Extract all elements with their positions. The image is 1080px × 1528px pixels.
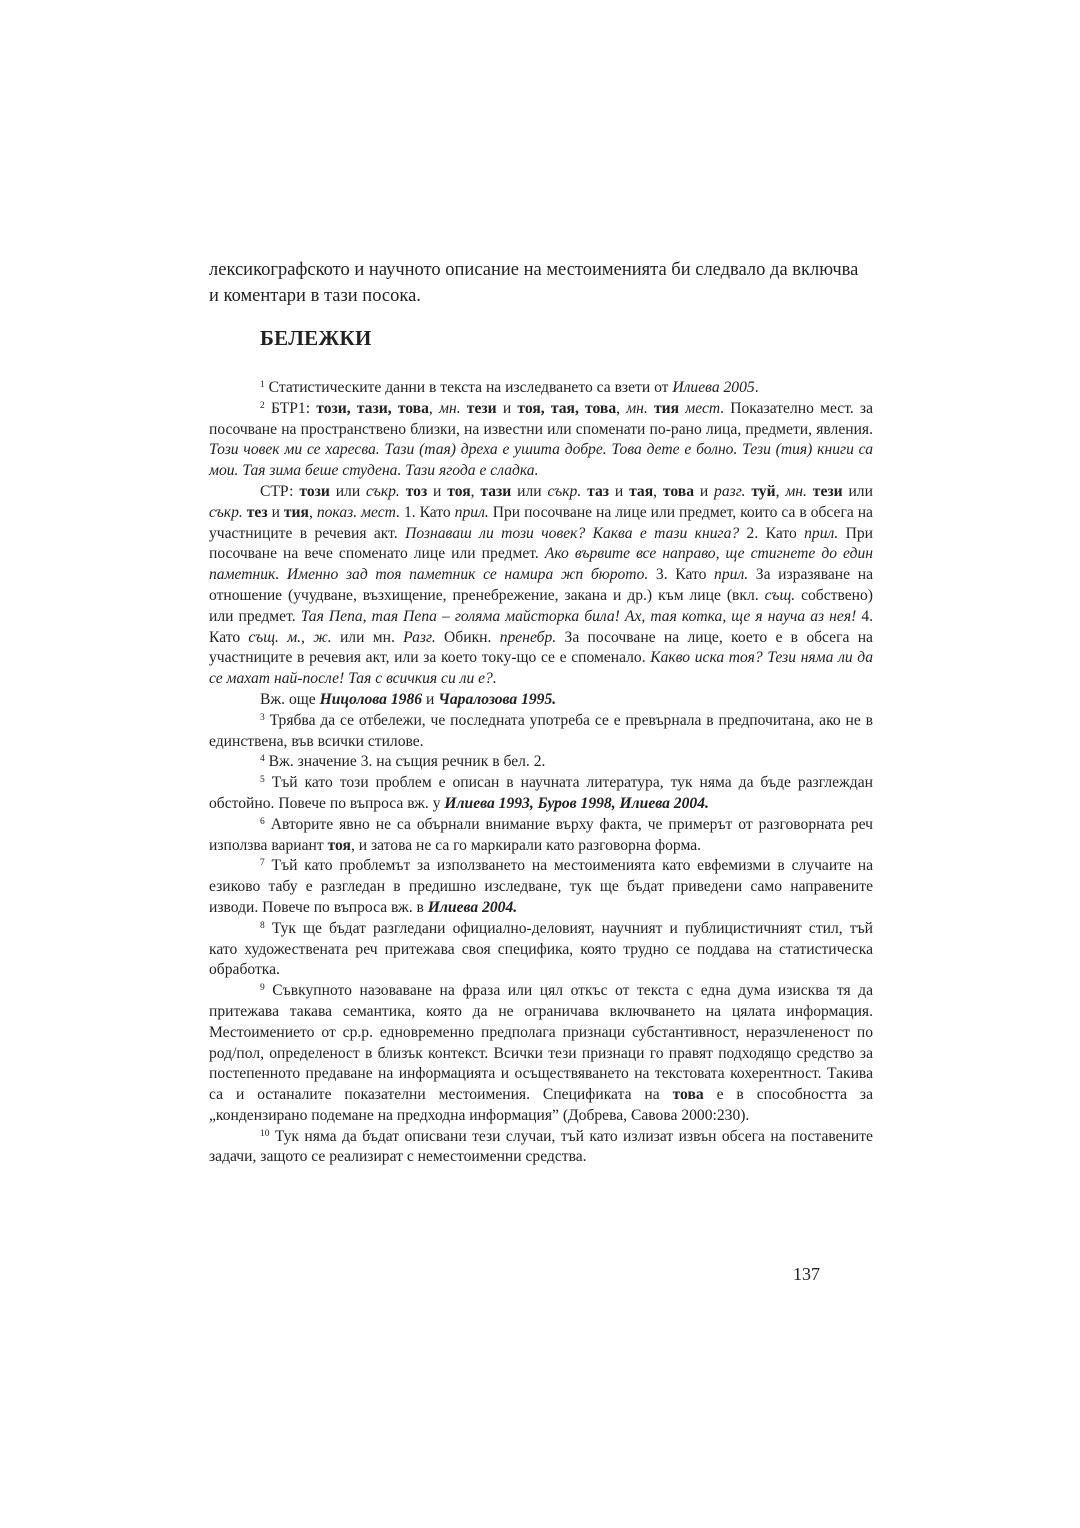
citation: Илиева 2004. bbox=[427, 898, 518, 916]
note-number: 7 bbox=[260, 858, 265, 869]
note-9: $^9$ Съвкупното назоваване на фраза или цял откъс от текста с една дума изисква тя да притежава такава семантика, която да не ограничава включването на цялата информация. Местоимението от ср.р. едновременно предполага признаци субстантивност, неразчлененост по род/пол, определеност в близък контекст. Всички тези признаци го правят подходящо средство за постепенното предаване на информацията и осъществяването на текстовата кохерентност. Такива са и останалите показателни местоимения. Спецификата на това е в способността за „кондензирано подемане на предходна информация” (Добрева, Савова 2000:230). bbox=[209, 982, 873, 1124]
note-7: $^7$ Тъй като проблемът за използването на местоименията като евфемизми в случаите на езиково табу е разгледан в предишно изследване, тук ще бъдат приведени само направените изводи. Повече по въпроса вж. в Илиева 2004. bbox=[209, 857, 873, 916]
intro-paragraph bbox=[209, 257, 873, 309]
note-4: $^4$ Вж. значение 3. на същия речник в бел. 2. bbox=[260, 753, 546, 771]
note-6: $^6$ Авторите явно не са обърнали внимание върху факта, че примерът от разговорната реч използва вариант тоя, и затова не са го маркирали като разговорна форма. bbox=[209, 815, 874, 854]
notes-section bbox=[209, 378, 873, 1168]
note-number: 6 bbox=[260, 816, 265, 827]
citation: Ницолова 1986 bbox=[319, 690, 423, 708]
note-number: 1 bbox=[260, 380, 265, 390]
note-number: 10 bbox=[260, 1128, 270, 1139]
note-number: 4 bbox=[260, 754, 265, 765]
note-2-see-also: Вж. още Ницолова 1986 и Чаралозова 1995. bbox=[260, 690, 557, 708]
note-8: $^8$ Тук ще бъдат разгледани официално-деловият, научният и публицистичният стил, тъй като художествената реч притежава своя специфика, която трудно се поддава на статистическа обработка. bbox=[209, 919, 873, 979]
note-number: 8 bbox=[260, 920, 265, 931]
note-3: $^3$ Трябва да се отбележи, че последната употреба се е превърнала в предпочитана, ако не в единствена, във всички стилове. bbox=[209, 711, 873, 750]
example-text: Този човек ми се харесва. Тази (тая) дреха е ушита добре. Това дете е болно. Тези (тия) книги са мои. Тая зима беше студена. Тази ягода е сладка. bbox=[209, 441, 873, 480]
note-2: $^2$ БТР1: този, тази, това, мн. тези и тоя, тая, това, мн. тия мест. Показателно мест. за посочване на пространствено близки, на известни или споменати по-рано лица, предмети, явления. Този човек ми се харесва. Тази (тая) дреха е ушита добре. Това дете е болно. Тези (тия) книги са мои. Тая зима беше студена. Тази ягода е сладка. bbox=[209, 399, 874, 480]
citation: Илиева 1993, Буров 1998, Илиева 2004. bbox=[444, 794, 709, 812]
note-number: 2 bbox=[260, 400, 265, 411]
intro-line-1: лексикографското и научното описание на местоименията би следвало да включва bbox=[209, 260, 859, 280]
note-5: $^5$ Тъй като този проблем е описан в научната литература, тук няма да бъде разглеждан обстойно. Повече по въпроса вж. у Илиева 1993, Буров 1998, Илиева 2004. bbox=[209, 774, 873, 812]
page-number: 137 bbox=[793, 1264, 820, 1284]
note-1: $^1$ Статистическите данни в текста на изследването са взети от Илиева 2005. bbox=[260, 379, 759, 396]
note-2-str-entry: СТР: този или съкр. тоз и тоя, тази или съкр. таз и тая, това и разг. туй, мн. тези или съкр. тез и тия, показ. мест. 1. Като прил. При посочване на лице или предмет, които са в обсега на участниците в речевия акт. Познаваш ли този човек? Каква е тази книга? 2. Като прил. При посочване на вече споменато лице или предмет. Ако вървите все направо, ще стигнете до един паметник. Именно зад тоя паметник се намира жп бюрото. 3. Като прил. За изразяване на отношение (учудване, възхищение, пренебрежение, закана и др.) към лице (вкл. същ. собствено) или предмет. Тая Пепа, тая Пепа – голяма майсторка била! Ах, тая котка, ще я науча аз нея! 4. Като същ. м., ж. или мн. Разг. Обикн. пренебр. За посочване на лице, което е в обсега на участниците в речевия акт, или за което току-що се е споменало. Какво иска тоя? Тези няма ли да се махат най-после! Тая с всичкия си ли е?. bbox=[209, 482, 874, 688]
intro-line-2: и коментари в тази посока. bbox=[209, 286, 421, 306]
note-number: 5 bbox=[260, 775, 265, 786]
note-number: 9 bbox=[260, 983, 265, 994]
note-number: 3 bbox=[260, 712, 265, 723]
citation: Илиева 2005 bbox=[672, 379, 755, 396]
citation: Чаралозова 1995. bbox=[438, 690, 557, 708]
notes-heading: БЕЛЕЖКИ bbox=[260, 326, 372, 350]
note-10: $^{10}$ Тук няма да бъдат описвани тези случаи, тъй като излизат извън обсега на поставените задачи, защото се реализират с неместоименни средства. bbox=[209, 1127, 873, 1166]
